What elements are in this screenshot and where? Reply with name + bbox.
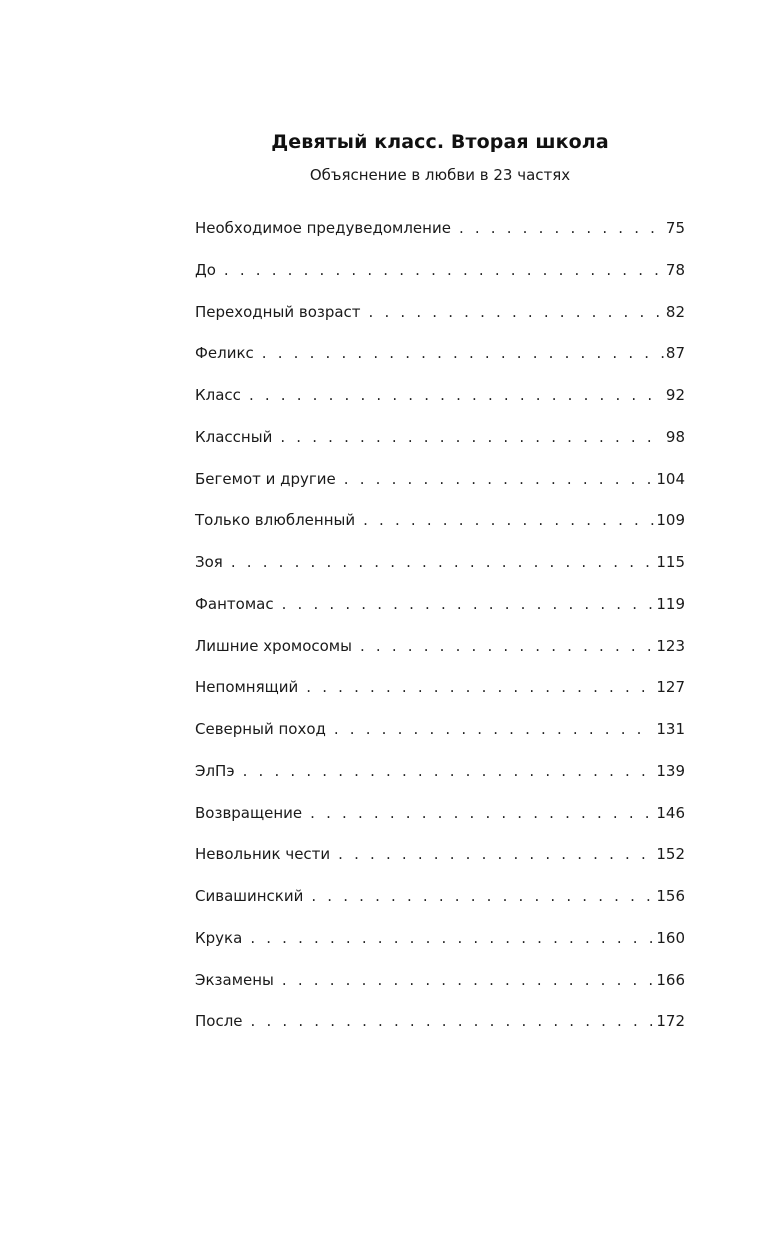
toc-entry (195, 758, 685, 800)
toc-entry (195, 925, 685, 967)
toc-entry (195, 967, 685, 1009)
toc-dot-leader (311, 883, 654, 909)
toc-dot-leader (369, 299, 664, 325)
toc-entry-title: Северный поход (195, 720, 326, 738)
toc-entry-page-number: 160 (656, 928, 685, 947)
toc-entry (195, 299, 685, 341)
toc-dot-leader (334, 716, 654, 742)
toc-dot-leader (224, 257, 664, 283)
toc-dot-leader (231, 549, 655, 575)
toc-entry-page-number: 127 (656, 678, 685, 697)
toc-entry (195, 340, 685, 382)
toc-dot-leader (251, 1008, 655, 1034)
toc-entry (195, 507, 685, 549)
toc-dot-leader (306, 674, 654, 700)
toc-entry-title: Крука (195, 928, 243, 947)
toc-entry-title: Зоя (195, 553, 223, 571)
toc-entry-title: Невольник чести (195, 845, 331, 864)
toc-entry (195, 1008, 685, 1050)
toc-entry-title: Бегемот и другие (195, 469, 336, 488)
toc-entry (195, 215, 685, 257)
page-subtitle: Объяснение в любви в 23 частях (309, 166, 571, 184)
toc-dot-leader (363, 507, 654, 533)
toc-entry (195, 591, 685, 633)
toc-dot-leader (459, 215, 664, 241)
toc-entry-page-number: 75 (665, 219, 685, 237)
page-title: Девятый класс. Вторая школа (271, 131, 609, 153)
toc-dot-leader (282, 591, 655, 617)
toc-entry-page-number: 87 (665, 344, 685, 363)
toc-entry-title: Лишние хромосомы (195, 636, 352, 655)
toc-dot-leader (282, 967, 654, 993)
toc-entry-page-number: 82 (665, 302, 685, 321)
toc-entry (195, 424, 685, 466)
toc-entry-title: Класс (195, 386, 241, 404)
toc-entry (195, 800, 685, 842)
toc-entry-page-number: 152 (656, 845, 685, 864)
toc-entry-title: Экзамены (195, 970, 274, 989)
toc-entry (195, 633, 685, 675)
toc-entry-title: Фантомас (195, 594, 274, 613)
table-of-contents (195, 215, 685, 1050)
toc-entry-page-number: 98 (665, 427, 685, 446)
toc-entry-title: Классный (195, 427, 273, 446)
toc-entry-title: Возвращение (195, 803, 303, 822)
toc-entry (195, 549, 685, 591)
toc-entry-page-number: 156 (656, 887, 685, 905)
toc-entry-title: После (195, 1012, 243, 1031)
toc-entry-page-number: 146 (656, 803, 685, 822)
toc-dot-leader (243, 758, 655, 784)
toc-entry-title: Непомнящий (195, 678, 299, 697)
toc-entry-title: Необходимое предуведомление (195, 219, 451, 237)
toc-entry-page-number: 109 (656, 511, 685, 530)
toc-entry (195, 382, 685, 424)
toc-entry-page-number: 123 (656, 636, 685, 655)
toc-dot-leader (338, 841, 654, 867)
toc-entry-title: До (195, 260, 216, 279)
toc-entry-page-number: 139 (656, 761, 685, 780)
toc-entry (195, 674, 685, 716)
toc-dot-leader (360, 633, 654, 659)
toc-dot-leader (280, 424, 664, 450)
toc-entry (195, 716, 685, 758)
toc-entry-title: ЭлПэ (195, 761, 235, 780)
toc-entry-page-number: 166 (656, 970, 685, 989)
toc-entry-page-number: 92 (665, 386, 685, 404)
toc-dot-leader (249, 382, 664, 408)
toc-entry-page-number: 172 (656, 1012, 685, 1031)
toc-entry-page-number: 115 (656, 553, 685, 571)
toc-dot-leader (262, 340, 664, 366)
toc-entry-page-number: 119 (656, 594, 685, 613)
toc-entry-title: Феликс (195, 344, 254, 363)
toc-dot-leader (344, 466, 655, 492)
toc-entry-page-number: 78 (665, 260, 685, 279)
toc-dot-leader (310, 800, 654, 826)
toc-entry (195, 841, 685, 883)
toc-entry (195, 466, 685, 508)
toc-entry-page-number: 131 (656, 720, 685, 738)
toc-entry (195, 883, 685, 925)
toc-entry (195, 257, 685, 299)
toc-entry-title: Сивашинский (195, 887, 304, 905)
toc-entry-title: Переходный возраст (195, 302, 361, 321)
toc-dot-leader (250, 925, 654, 951)
toc-entry-title: Только влюбленный (195, 511, 356, 530)
toc-entry-page-number: 104 (656, 469, 685, 488)
